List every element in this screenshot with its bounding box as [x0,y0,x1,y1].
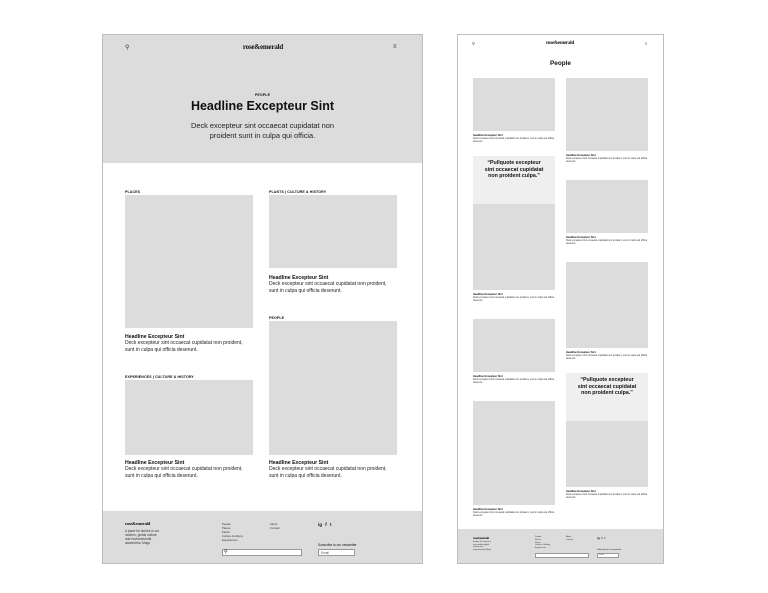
search-icon: ⚲ [224,549,228,555]
card-title[interactable]: Headline Excepteur Sint [125,460,185,466]
pullquote [473,156,555,204]
pullquote-text: “Pullquote excepteur sint occaecat cupidatat non proident culpa.” [577,377,637,397]
social-icons [318,522,332,527]
story-caption [566,351,648,360]
hero-deck: Deck excepteur sint occaecat cupidatat non proident sunt in culpa qui officia. [191,121,334,140]
card-title[interactable]: Headline Excepteur Sint [269,460,329,466]
story-title[interactable]: Headline Excepteur Sint [473,508,503,511]
email-placeholder: Email [321,550,329,555]
story-title[interactable]: Headline Excepteur Sint [566,154,596,157]
story-caption [566,236,648,245]
story-title[interactable]: Headline Excepteur Sint [473,293,503,296]
site-logo[interactable]: rose&emerald [242,43,284,51]
pullquote [566,373,648,421]
footer-logo[interactable]: rose&emerald [125,521,151,526]
menu-icon[interactable]: ≡ [393,44,397,50]
story-caption [566,154,648,163]
pullquote-text: “Pullquote excepteur sint occaecat cupidatat non proident culpa.” [484,160,544,180]
card-image[interactable] [269,195,397,268]
story-deck: Deck excepteur sint occaecat cupidatat non proident, sunt in culpa qui officia deserunt. [473,296,555,303]
mobile-frame [457,34,664,564]
subscribe-label: Subscribe to our newsletter [597,549,622,551]
hero-title: Headline Excepteur Sint [190,99,335,113]
twitter-icon[interactable]: t [604,536,606,540]
social-icons [597,536,605,540]
footer-link-people[interactable]: People [222,522,231,526]
footer-logo[interactable]: rose&emerald [473,536,489,540]
footer-links-primary [222,522,243,542]
story-deck: Deck excepteur sint occaecat cupidatat non proident, sunt in culpa qui officia deserunt. [473,511,555,518]
subscribe-label: Subscribe to our newsletter [318,543,357,547]
card-kicker: PLANTS | CULTURE & HISTORY [269,190,327,194]
footer-link-places[interactable]: Places [535,538,542,541]
footer-link-experiences[interactable]: Experiences [222,538,238,542]
card-deck: Deck excepteur sint occaecat cupidatat non proident, sunt in culpa qui officia deserunt. [269,281,387,294]
twitter-icon[interactable]: t [330,522,332,527]
footer-link-culture-history[interactable]: Culture & History [535,544,551,547]
card-deck: Deck excepteur sint occaecat cupidatat non proident, sunt in culpa qui officia deserunt. [125,340,243,353]
menu-icon[interactable]: ≡ [645,41,648,46]
page-title: People [550,60,571,67]
story-image[interactable] [566,421,648,487]
story-image[interactable] [473,319,555,372]
story-deck: Deck excepteur sint occaecat cupidatat non proident, sunt in culpa qui officia deserunt. [566,239,648,246]
story-image[interactable] [566,180,648,233]
story-deck: Deck excepteur sint occaecat cupidatat non proident, sunt in culpa qui officia deserunt. [566,493,648,500]
footer-link-contact[interactable]: Contact [270,526,280,530]
footer-link-people[interactable]: People [535,536,542,538]
footer-link-experiences[interactable]: Experiences [535,547,547,550]
footer-link-places[interactable]: Places [222,526,231,530]
footer-links-primary [535,536,550,550]
story-image[interactable] [473,401,555,505]
story-caption [473,375,555,384]
footer-links-secondary [270,522,280,530]
card-image[interactable] [125,380,253,455]
footer-link-contact[interactable]: Contact [566,538,573,541]
story-deck: Deck excepteur sint occaecat cupidatat non proident, sunt in culpa qui officia deserunt. [473,137,555,144]
story-deck: Deck excepteur sint occaecat cupidatat non proident, sunt in culpa qui officia deserunt. [566,157,648,164]
card-deck: Deck excepteur sint occaecat cupidatat non proident, sunt in culpa qui officia deserunt. [125,466,243,479]
newsletter-email-field[interactable] [597,553,619,558]
card-kicker: PLACES [125,190,141,194]
card-image[interactable] [269,321,397,455]
story-deck: Deck excepteur sint occaecat cupidatat non proident, sunt in culpa qui officia deserunt. [566,354,648,361]
footer-search-input[interactable] [535,553,589,558]
card-deck: Deck excepteur sint occaecat cupidatat non proident, sunt in culpa qui officia deserunt. [269,466,387,479]
search-icon[interactable]: ⚲ [472,41,475,46]
story-title[interactable]: Headline Excepteur Sint [473,375,503,378]
story-image[interactable] [473,78,555,131]
email-placeholder: Email [599,554,605,556]
site-logo[interactable]: rose&emerald [545,41,575,46]
footer-link-plants[interactable]: Plants [222,530,230,534]
card-title[interactable]: Headline Excepteur Sint [125,334,185,340]
footer-link-culture-history[interactable]: Culture & History [222,534,244,538]
card-kicker: PEOPLE [269,316,285,320]
hero-kicker: PEOPLE [254,93,271,97]
story-title[interactable]: Headline Excepteur Sint [566,351,596,354]
facebook-icon[interactable]: f [325,522,327,527]
desktop-frame [102,34,423,564]
search-icon[interactable]: ⚲ [125,45,130,51]
card-kicker: EXPERIENCES | CULTURE & HISTORY [125,375,194,379]
footer-link-about[interactable]: About [270,522,278,526]
footer-link-about[interactable]: About [566,536,572,538]
story-image[interactable] [566,262,648,348]
card-title[interactable]: Headline Excepteur Sint [269,275,329,281]
story-deck: Deck excepteur sint occaecat cupidatat non proident, sunt in culpa qui officia deserunt. [473,378,555,385]
newsletter-email-field[interactable] [318,549,355,556]
footer-links-secondary [566,536,573,542]
story-title[interactable]: Headline Excepteur Sint [566,236,596,239]
footer-blurb: A place for stories in our modern, global culture, and environmental awareness. Magz [125,529,160,545]
card-image[interactable] [125,195,253,328]
footer-blurb: A place for stories in our modern global culture and environmental Magz [473,541,492,551]
story-caption [566,490,648,499]
story-title[interactable]: Headline Excepteur Sint [566,490,596,493]
story-title[interactable]: Headline Excepteur Sint [473,134,503,137]
story-caption [473,293,555,302]
story-caption [473,134,555,143]
instagram-icon[interactable]: ig [318,522,322,527]
facebook-icon[interactable]: f [601,536,603,540]
footer-link-plants[interactable]: Plants [535,541,541,544]
story-caption [473,508,555,517]
story-image[interactable] [566,78,648,151]
footer-search-input[interactable] [222,549,302,556]
instagram-icon[interactable]: ig [597,536,600,540]
story-image[interactable] [473,204,555,290]
